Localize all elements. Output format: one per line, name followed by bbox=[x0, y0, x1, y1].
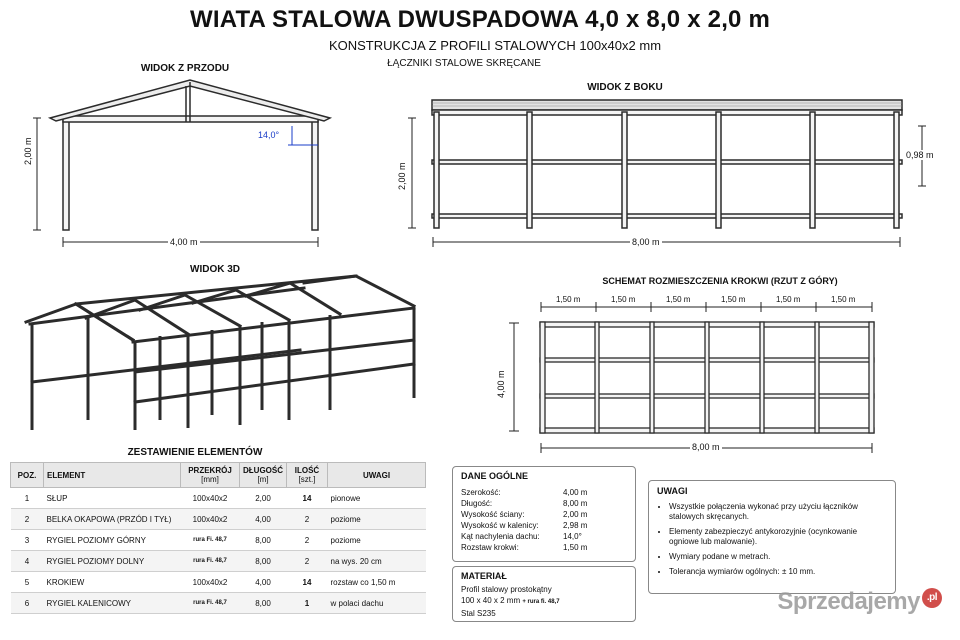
general-item: Wysokość ściany: 2,00 m bbox=[461, 510, 588, 519]
material-line-2: 100 x 40 x 2 mm + rura fi. 48,7 bbox=[461, 596, 560, 605]
view-3d-title: WIDOK 3D bbox=[190, 264, 240, 275]
note-item: • Elementy zabezpieczyć antykorozyjnie (ocynkowanie ogniowe lub malowanie). bbox=[669, 527, 887, 547]
general-item: Kąt nachylenia dachu: 14,0° bbox=[461, 532, 582, 541]
table-row: 1 SŁUP 100x40x2 2,00 14 pionowe bbox=[11, 488, 426, 509]
front-view-title: WIDOK Z PRZODU bbox=[140, 63, 230, 74]
col-przekroj: PRZEKRÓJ [mm] bbox=[181, 463, 240, 488]
plan-spacing-4: 1,50 m bbox=[721, 295, 746, 304]
general-item: Długość: 8,00 m bbox=[461, 499, 588, 508]
plan-rafter-3 bbox=[650, 322, 654, 433]
plan-spacing-6: 1,50 m bbox=[831, 295, 856, 304]
table-row: 6 RYGIEL KALENICOWY rura Fi. 48,7 8,00 1 w polaci dachu bbox=[11, 593, 426, 614]
col-dlugosc: DŁUGOŚĆ [m] bbox=[240, 463, 287, 488]
material-line-1: Profil stalowy prostokątny bbox=[461, 585, 552, 594]
watermark-logo: Sprzedajemy .pl bbox=[777, 588, 942, 616]
general-data-title: DANE OGÓLNE bbox=[461, 471, 529, 481]
plan-spacing-3: 1,50 m bbox=[666, 295, 691, 304]
col-ilosc: ILOŚĆ [szt.] bbox=[287, 463, 328, 488]
plan-rafter-6 bbox=[815, 322, 819, 433]
general-data-box bbox=[452, 466, 636, 562]
table-row: 2 BELKA OKAPOWA (PRZÓD I TYŁ) 100x40x2 4,00 2 poziome bbox=[11, 509, 426, 530]
elements-table bbox=[10, 462, 426, 614]
note-item: • Wszystkie połączenia wykonać przy użyciu łączników stalowych skręcanych. bbox=[669, 502, 887, 522]
plan-spacing-1: 1,50 m bbox=[556, 295, 581, 304]
front-width-label: 4,00 m bbox=[170, 237, 198, 247]
side-rafter-height-label: 0,98 m bbox=[906, 150, 934, 160]
connectors-note: ŁĄCZNIKI STALOWE SKRĘCANE bbox=[387, 58, 541, 69]
side-width-label: 8,00 m bbox=[632, 237, 660, 247]
plan-view-title: SCHEMAT ROZMIESZCZENIA KROKWI (RZUT Z GÓRY) bbox=[602, 276, 838, 286]
front-height-label: 2,00 m bbox=[23, 137, 33, 165]
material-line-3: Stal S235 bbox=[461, 609, 496, 618]
plan-rafter-5 bbox=[760, 322, 764, 433]
material-title: MATERIAŁ bbox=[461, 571, 507, 581]
notes-title: UWAGI bbox=[657, 486, 688, 496]
elements-title: ZESTAWIENIE ELEMENTÓW bbox=[127, 447, 263, 458]
plan-length-label: 8,00 m bbox=[692, 442, 720, 452]
col-uwagi: UWAGI bbox=[328, 463, 426, 488]
plan-rafter-1 bbox=[540, 322, 545, 433]
table-row: 5 KROKIEW 100x40x2 4,00 14 rozstaw co 1,50 m bbox=[11, 572, 426, 593]
note-item: • Tolerancja wymiarów ogólnych: ± 10 mm. bbox=[669, 567, 887, 577]
general-item: Wysokość w kalenicy: 2,98 m bbox=[461, 521, 588, 530]
notes-box bbox=[648, 480, 896, 594]
plan-rafter-7 bbox=[869, 322, 874, 433]
plan-width-label: 4,00 m bbox=[496, 370, 506, 398]
page-title: WIATA STALOWA DWUSPADOWA 4,0 x 8,0 x 2,0 m bbox=[189, 6, 771, 33]
col-element: ELEMENT bbox=[44, 463, 181, 488]
table-row: 3 RYGIEL POZIOMY GÓRNY rura Fi. 48,7 8,00 2 poziome bbox=[11, 530, 426, 551]
plan-rafter-2 bbox=[595, 322, 599, 433]
front-angle-label: 14,0° bbox=[258, 130, 280, 140]
general-item: Rozstaw krokwi: 1,50 m bbox=[461, 543, 588, 552]
table-row: 4 RYGIEL POZIOMY DOLNY rura Fi. 48,7 8,00 2 na wys. 20 cm bbox=[11, 551, 426, 572]
side-height-label: 2,00 m bbox=[397, 162, 407, 190]
general-item: Szerokość: 4,00 m bbox=[461, 488, 588, 497]
note-item: • Wymiary podane w metrach. bbox=[669, 552, 887, 562]
page-subtitle: KONSTRUKCJA Z PROFILI STALOWYCH 100x40x2 mm bbox=[328, 38, 662, 53]
plan-spacing-5: 1,50 m bbox=[776, 295, 801, 304]
plan-spacing-2: 1,50 m bbox=[611, 295, 636, 304]
side-view-title: WIDOK Z BOKU bbox=[587, 82, 663, 93]
plan-rafter-4 bbox=[705, 322, 709, 433]
material-box bbox=[452, 566, 636, 622]
col-poz: POZ. bbox=[11, 463, 44, 488]
